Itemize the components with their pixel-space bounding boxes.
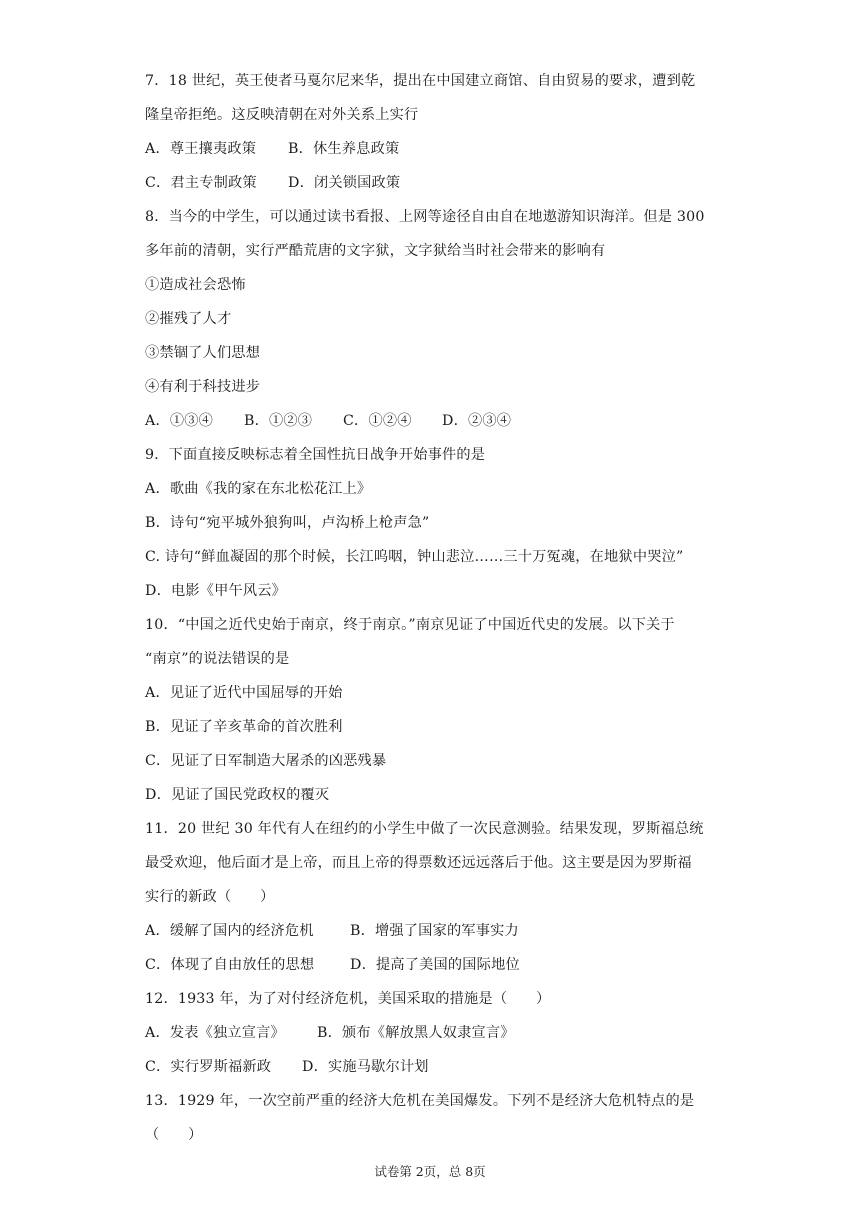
question-10 [145, 608, 720, 812]
question-8-options-row [145, 404, 720, 438]
question-11-stem-line-1: 11．20 世纪 30 年代有人在纽约的小学生中做了一次民意测验。结果发现，罗斯福总统 [145, 821, 704, 837]
question-7 [145, 64, 720, 200]
option-a: A．尊王攘夷政策 [145, 141, 257, 157]
option-c: C．①②④ [343, 413, 412, 429]
option-d: D．闭关锁国政策 [288, 175, 401, 191]
question-12-options-row-1 [145, 1016, 720, 1050]
question-13-stem-line-2: （ ） [145, 1127, 203, 1143]
option-b: B．增强了国家的军事实力 [350, 923, 519, 939]
question-7-stem-line-1: 7．18 世纪，英王使者马戛尔尼来华，提出在中国建立商馆、自由贸易的要求，遭到乾 [145, 73, 696, 89]
option-a: A．歌曲《我的家在东北松花江上》 [145, 481, 372, 497]
question-9-stem-line-1: 9．下面直接反映标志着全国性抗日战争开始事件的是 [145, 447, 486, 463]
question-12-stem-line-1: 12．1933 年，为了对付经济危机，美国采取的措施是（ ） [145, 991, 551, 1007]
option-a: A．见证了近代中国屈辱的开始 [145, 685, 343, 701]
question-8-statement-2: ②摧残了人才 [145, 311, 232, 327]
question-11-options-row-2 [145, 948, 720, 982]
question-11-options-row-1 [145, 914, 720, 948]
question-12 [145, 982, 720, 1084]
option-d: D．实施马歇尔计划 [302, 1059, 429, 1075]
question-8-statement-3: ③禁锢了人们思想 [145, 345, 261, 361]
option-d: D．电影《甲午风云》 [145, 583, 287, 599]
question-7-options-row-2 [145, 166, 720, 200]
option-d: D．②③④ [442, 413, 512, 429]
option-a: A．发表《独立宣言》 [145, 1025, 285, 1041]
option-a: A．缓解了国内的经济危机 [145, 923, 314, 939]
question-10-stem-line-2: “南京”的说法错误的是 [145, 651, 290, 667]
exam-page-content [145, 64, 720, 1152]
question-13 [145, 1084, 720, 1152]
question-7-stem-line-2: 隆皇帝拒绝。这反映清朝在对外关系上实行 [145, 107, 419, 123]
option-b: B．见证了辛亥革命的首次胜利 [145, 719, 343, 735]
question-7-options-row-1 [145, 132, 720, 166]
option-c: C．体现了自由放任的思想 [145, 957, 315, 973]
question-12-options-row-2 [145, 1050, 720, 1084]
option-b: B．①②③ [244, 413, 313, 429]
option-b: B．诗句“宛平城外狼狗叫，卢沟桥上枪声急” [145, 515, 430, 531]
option-c: C．君主专制政策 [145, 175, 257, 191]
question-8-statement-1: ①造成社会恐怖 [145, 277, 246, 293]
question-11-stem-line-3: 实行的新政（ ） [145, 889, 275, 905]
option-a: A．①③④ [145, 413, 213, 429]
option-b: B．颁布《解放黑人奴隶宣言》 [317, 1025, 515, 1041]
question-8-stem-line-1: 8．当今的中学生，可以通过读书看报、上网等途径自由自在地遨游知识海洋。但是 300 [145, 209, 705, 225]
question-8-statement-4: ④有利于科技进步 [145, 379, 261, 395]
question-8-stem-line-2: 多年前的清朝，实行严酷荒唐的文字狱，文字狱给当时社会带来的影响有 [145, 243, 606, 259]
option-d: D．提高了美国的国际地位 [350, 957, 520, 973]
question-13-stem-line-1: 13．1929 年，一次空前严重的经济大危机在美国爆发。下列不是经济大危机特点的是 [145, 1093, 695, 1109]
option-d: D．见证了国民党政权的覆灭 [145, 787, 330, 803]
question-9 [145, 438, 720, 608]
option-c: C. 诗句“鲜血凝固的那个时候，长江呜咽，钟山悲泣……三十万冤魂，在地狱中哭泣” [145, 549, 684, 565]
option-b: B．休生养息政策 [288, 141, 400, 157]
question-10-stem-line-1: 10．“中国之近代史始于南京，终于南京。”南京见证了中国近代史的发展。以下关于 [145, 617, 675, 633]
option-c: C．实行罗斯福新政 [145, 1059, 272, 1075]
page-footer: 试卷第 2页，总 8页 [374, 1164, 486, 1179]
question-8 [145, 200, 720, 438]
question-11 [145, 812, 720, 982]
option-c: C．见证了日军制造大屠杀的凶恶残暴 [145, 753, 387, 769]
question-11-stem-line-2: 最受欢迎，他后面才是上帝，而且上帝的得票数还远远落后于他。这主要是因为罗斯福 [145, 855, 692, 871]
